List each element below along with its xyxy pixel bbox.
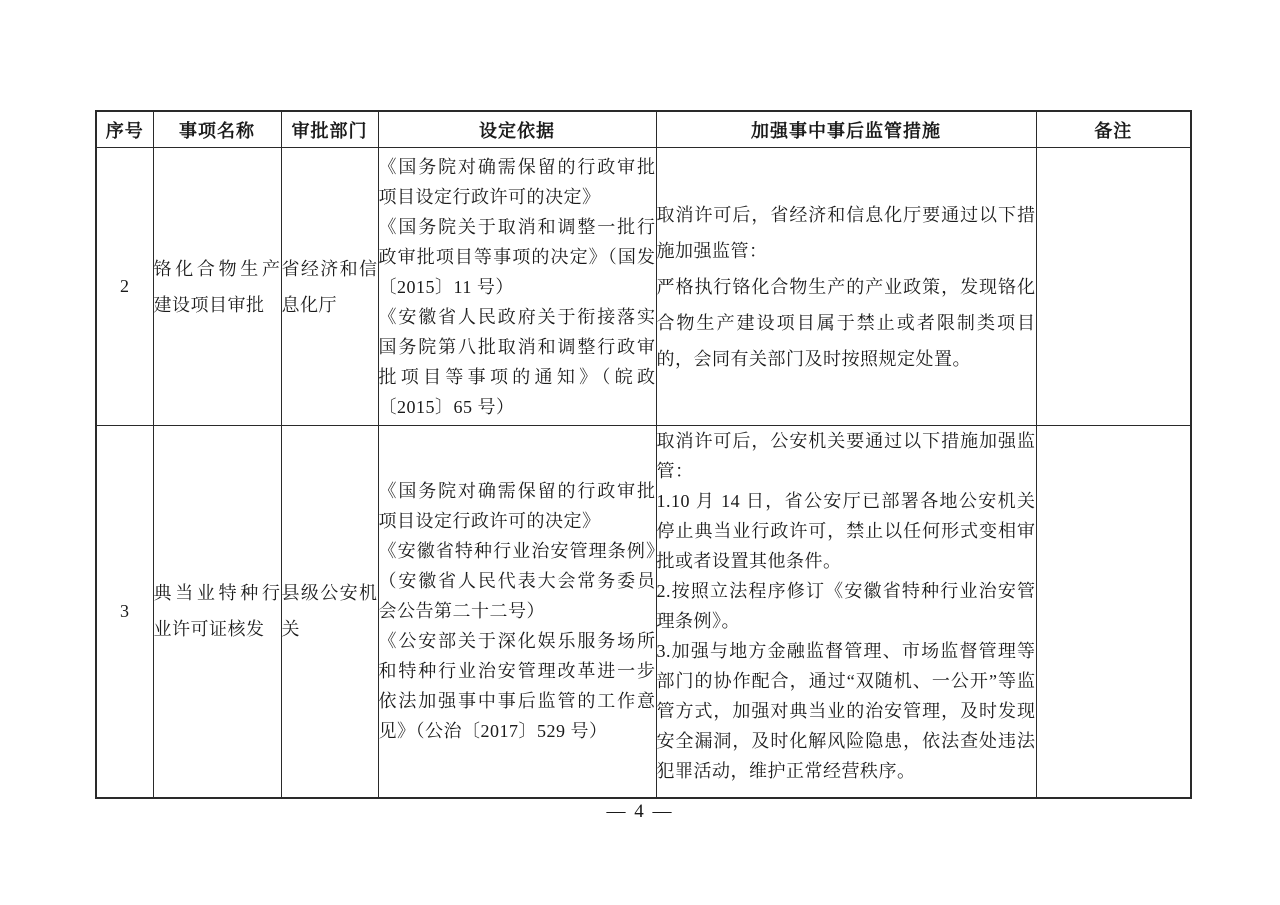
item-name-cell: 典当业特种行业许可证核发	[153, 426, 281, 798]
header-approval-dept: 审批部门	[281, 111, 378, 148]
setting-basis-cell	[378, 426, 656, 798]
item-name-cell: 铬化合物生产建设项目审批	[153, 148, 281, 426]
table-row	[96, 148, 1191, 426]
header-seq: 序号	[96, 111, 153, 148]
seq-cell: 2	[96, 148, 153, 426]
supervision-measures-cell	[656, 148, 1036, 426]
remarks-cell	[1036, 426, 1191, 798]
approval-items-table	[95, 110, 1192, 799]
seq-cell: 3	[96, 426, 153, 798]
measure-paragraph: 严格执行铬化合物生产的产业政策，发现铬化合物生产建设项目属于禁止或者限制类项目的，会同有关部门及时按照规定处置。	[656, 276, 1036, 369]
supervision-measures-cell	[656, 426, 1036, 798]
page-number: — 4 —	[606, 801, 674, 822]
remarks-cell	[1036, 148, 1191, 426]
measure-paragraph: 取消许可后，公安机关要通过以下措施加强监管：	[656, 431, 1036, 481]
header-remarks: 备注	[1036, 111, 1191, 148]
header-item-name: 事项名称	[153, 111, 281, 148]
approval-dept-cell: 省经济和信息化厅	[281, 148, 378, 426]
approval-dept-cell: 县级公安机关	[281, 426, 378, 798]
basis-paragraph: 《国务院关于取消和调整一批行政审批项目等事项的决定》（国发〔2015〕11 号）	[378, 216, 656, 297]
measure-paragraph: 2.按照立法程序修订《安徽省特种行业治安管理条例》。	[656, 581, 1036, 631]
basis-paragraph: 《国务院对确需保留的行政审批项目设定行政许可的决定》	[378, 481, 656, 532]
header-supervision-measures: 加强事中事后监管措施	[656, 111, 1036, 148]
header-setting-basis: 设定依据	[378, 111, 656, 148]
measure-paragraph: 取消许可后，省经济和信息化厅要通过以下措施加强监管：	[656, 204, 1036, 261]
basis-paragraph: 《安徽省特种行业治安管理条例》（安徽省人民代表大会常务委员会公告第二十二号）	[378, 541, 656, 622]
table-row	[96, 426, 1191, 798]
basis-paragraph: 《公安部关于深化娱乐服务场所和特种行业治安管理改革进一步依法加强事中事后监管的工作意见》（公治〔2017〕529 号）	[378, 631, 656, 742]
measure-paragraph: 1.10 月 14 日，省公安厅已部署各地公安机关停止典当业行政许可，禁止以任何形式变相审批或者设置其他条件。	[656, 491, 1036, 571]
measure-paragraph: 3.加强与地方金融监督管理、市场监督管理等部门的协作配合，通过“双随机、一公开”等监管方式，加强对典当业的治安管理，及时发现安全漏洞，及时化解风险隐患，依法查处违法犯罪活动，维护正常经营秩序。	[656, 641, 1036, 781]
basis-paragraph: 《国务院对确需保留的行政审批项目设定行政许可的决定》	[378, 156, 656, 207]
setting-basis-cell	[378, 148, 656, 426]
table-header-row	[96, 111, 1191, 148]
basis-paragraph: 《安徽省人民政府关于衔接落实国务院第八批取消和调整行政审批项目等事项的通知》（皖政〔2015〕65 号）	[378, 306, 656, 417]
